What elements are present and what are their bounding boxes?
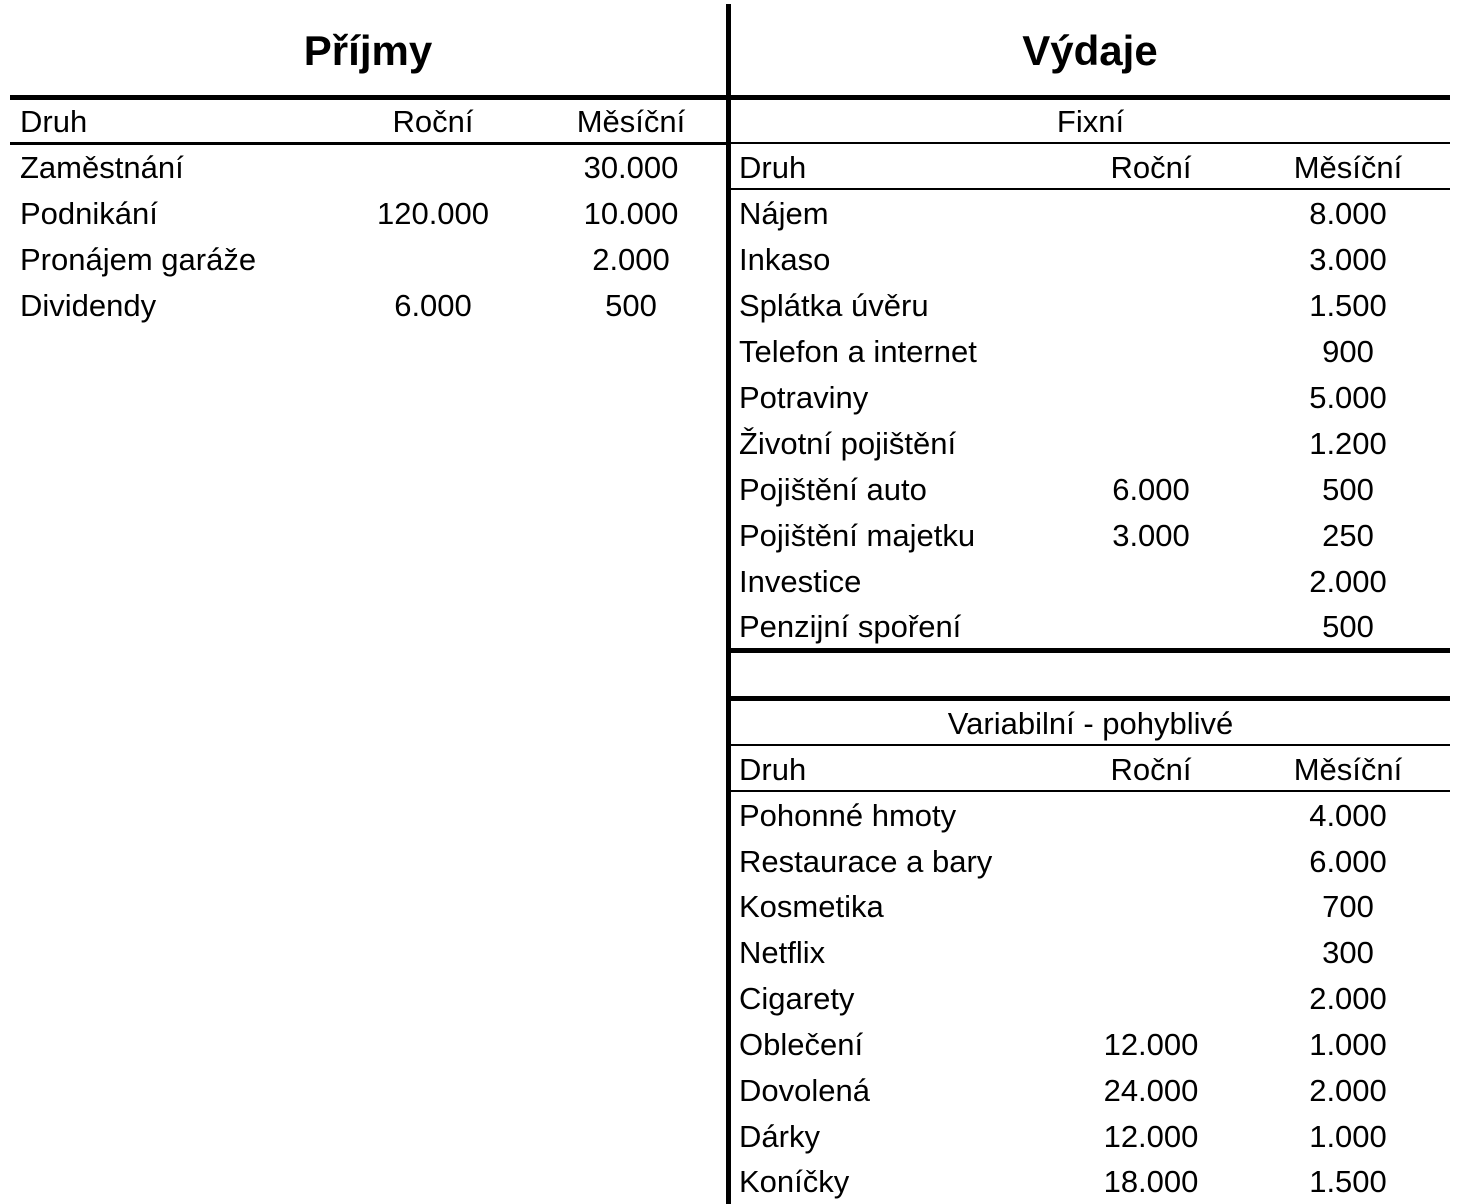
row-druh: Koníčky: [739, 1164, 850, 1199]
row-mesicni: 1.500: [1309, 288, 1387, 323]
row-mesicni: 2.000: [1309, 1073, 1387, 1108]
row-druh: Zaměstnání: [20, 150, 184, 185]
row-mesicni: 1.500: [1309, 1164, 1387, 1199]
row-druh: Oblečení: [739, 1027, 864, 1062]
row-rocni: 6.000: [1112, 472, 1190, 507]
row-mesicni: 1.000: [1309, 1027, 1387, 1062]
fixed-columns-rule: [731, 188, 1450, 190]
row-druh: Pohonné hmoty: [739, 798, 957, 833]
fixed-header-druh: Druh: [739, 150, 807, 185]
row-rocni: 18.000: [1103, 1164, 1199, 1199]
row-druh: Penzijní spoření: [739, 609, 962, 644]
row-druh: Investice: [739, 564, 862, 599]
row-rocni: [1071, 979, 1231, 1019]
income-title: Příjmy: [303, 27, 433, 74]
income-header-rule: [10, 142, 726, 145]
row-druh: Nájem: [739, 196, 829, 231]
row-mesicni: 2.000: [592, 242, 670, 277]
row-mesicni: 1.000: [1309, 1119, 1387, 1154]
row-druh: Pojištění majetku: [739, 518, 976, 553]
row-rocni: 120.000: [376, 196, 490, 231]
row-druh: Podnikání: [20, 196, 158, 231]
expenses-top-rule: [731, 95, 1450, 100]
fixed-header-mesicni: Měsíční: [1293, 150, 1403, 185]
income-top-rule: [10, 95, 726, 100]
row-mesicni: 6.000: [1309, 844, 1387, 879]
row-rocni: [1071, 286, 1231, 326]
row-mesicni: 10.000: [583, 196, 679, 231]
row-mesicni: 2.000: [1309, 564, 1387, 599]
row-rocni: [353, 148, 513, 188]
row-rocni: [1071, 332, 1231, 372]
variable-top-rule: [731, 696, 1450, 701]
row-mesicni: 5.000: [1309, 380, 1387, 415]
row-mesicni: 4.000: [1309, 798, 1387, 833]
row-druh: Dovolená: [739, 1073, 870, 1108]
row-druh: Kosmetika: [739, 889, 884, 924]
row-mesicni: 300: [1322, 935, 1374, 970]
row-rocni: [353, 240, 513, 280]
variable-header-rule: [731, 744, 1450, 746]
row-druh: Potraviny: [739, 380, 869, 415]
row-mesicni: 500: [1322, 609, 1374, 644]
row-mesicni: 500: [605, 288, 657, 323]
row-mesicni: 30.000: [583, 150, 679, 185]
expenses-title: Výdaje: [1022, 27, 1158, 74]
row-rocni: 24.000: [1103, 1073, 1199, 1108]
variable-header-mesicni: Měsíční: [1293, 752, 1403, 787]
row-druh: Inkaso: [739, 242, 831, 277]
row-rocni: [1071, 607, 1231, 647]
row-rocni: [1071, 424, 1231, 464]
row-rocni: [1071, 796, 1231, 836]
row-rocni: [1071, 194, 1231, 234]
row-mesicni: 1.200: [1309, 426, 1387, 461]
row-rocni: 12.000: [1103, 1119, 1199, 1154]
row-druh: Dividendy: [20, 288, 157, 323]
row-druh: Splátka úvěru: [739, 288, 929, 323]
variable-header-rocni: Roční: [1110, 752, 1192, 787]
fixed-bottom-rule: [731, 648, 1450, 653]
row-rocni: [1071, 887, 1231, 927]
variable-section-title: Variabilní - pohyblivé: [947, 706, 1234, 741]
row-mesicni: 2.000: [1309, 981, 1387, 1016]
row-rocni: 3.000: [1112, 518, 1190, 553]
row-mesicni: 8.000: [1309, 196, 1387, 231]
row-mesicni: 500: [1322, 472, 1374, 507]
row-rocni: [1071, 378, 1231, 418]
income-header-rocni: Roční: [392, 104, 474, 139]
row-druh: Restaurace a bary: [739, 844, 993, 879]
row-druh: Cigarety: [739, 981, 855, 1016]
row-rocni: [1071, 933, 1231, 973]
row-druh: Životní pojištění: [739, 426, 957, 461]
row-mesicni: 250: [1322, 518, 1374, 553]
row-rocni: [1071, 842, 1231, 882]
income-header-mesicni: Měsíční: [576, 104, 686, 139]
row-mesicni: 700: [1322, 889, 1374, 924]
fixed-header-rocni: Roční: [1110, 150, 1192, 185]
variable-columns-rule: [731, 790, 1450, 792]
row-druh: Netflix: [739, 935, 826, 970]
row-druh: Dárky: [739, 1119, 820, 1154]
row-rocni: [1071, 562, 1231, 602]
center-divider: [726, 4, 731, 1204]
row-rocni: [1071, 240, 1231, 280]
row-mesicni: 3.000: [1309, 242, 1387, 277]
row-mesicni: 900: [1322, 334, 1374, 369]
income-header-druh: Druh: [20, 104, 88, 139]
row-druh: Pronájem garáže: [20, 242, 257, 277]
variable-header-druh: Druh: [739, 752, 807, 787]
row-rocni: 6.000: [394, 288, 472, 323]
fixed-header-rule: [731, 142, 1450, 144]
row-rocni: 12.000: [1103, 1027, 1199, 1062]
row-druh: Pojištění auto: [739, 472, 927, 507]
fixed-section-title: Fixní: [1056, 104, 1125, 139]
row-druh: Telefon a internet: [739, 334, 977, 369]
